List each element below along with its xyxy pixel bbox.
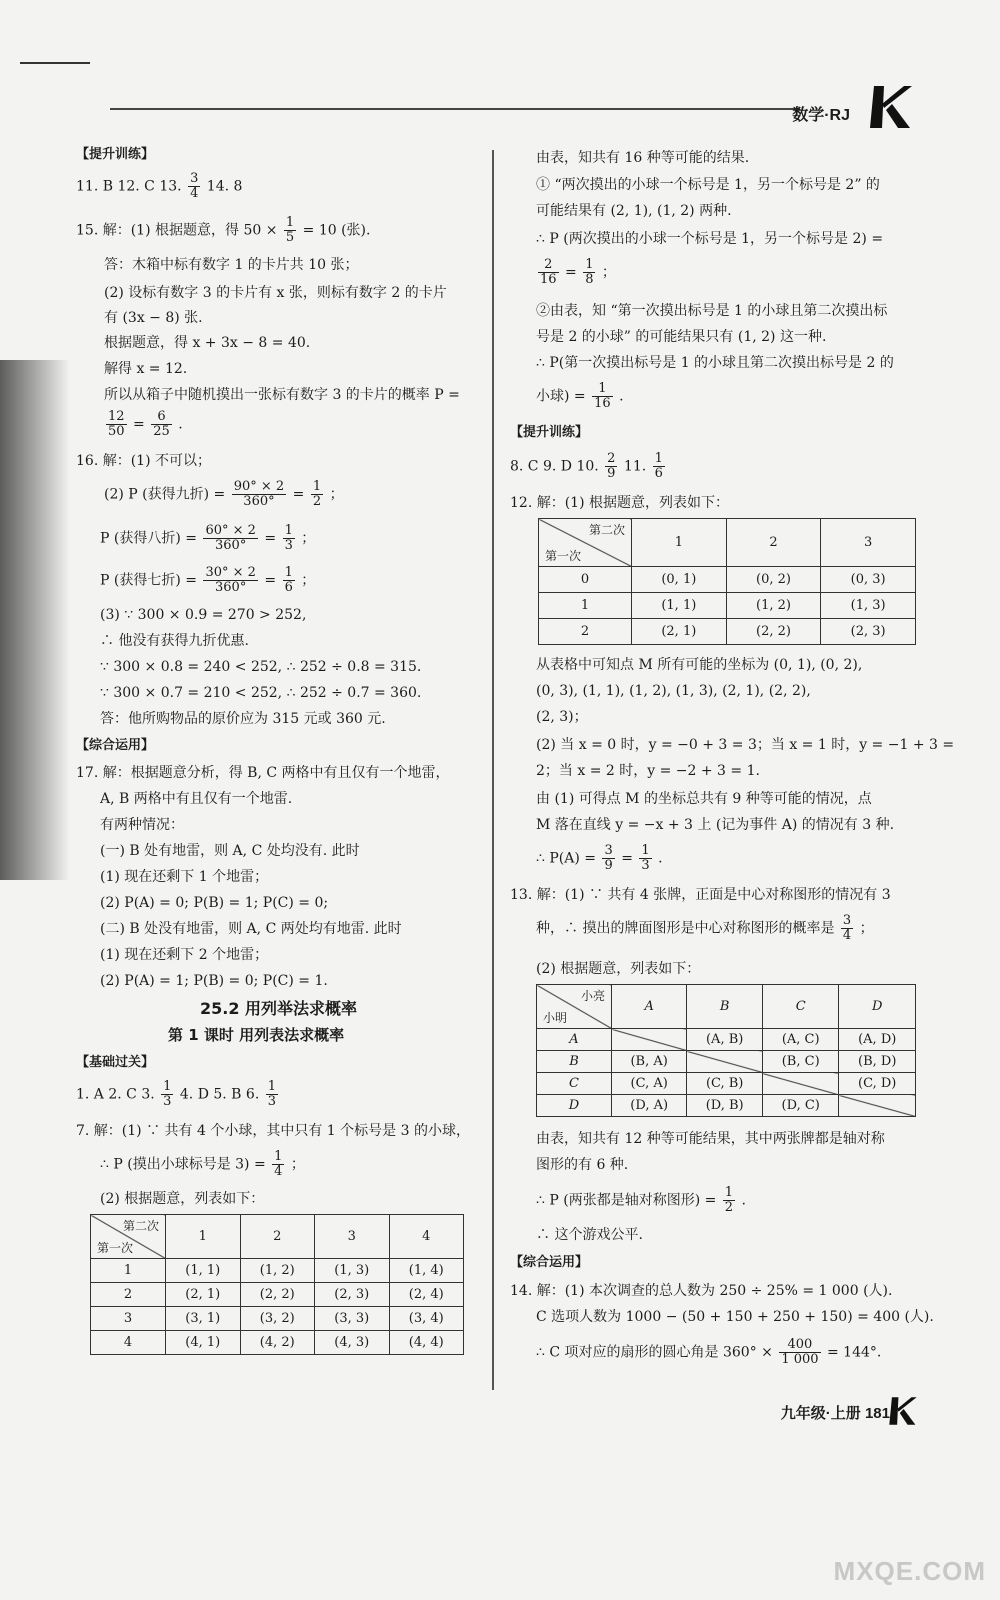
solution-line: 小球) = $\frac{1}{16}$ . (536, 381, 624, 411)
solution-line: (2) 设标有数字 3 的卡片有 x 张，则标有数字 2 的卡片 (104, 285, 447, 301)
solution-line: 13. 解：(1) ∵ 共有 4 张牌，正面是中心对称图形的情况有 3 (510, 887, 891, 903)
table-corner: 第二次 第一次 (91, 1215, 166, 1259)
fraction: $\frac{1}{5}$ (285, 215, 295, 245)
solution-line: (0, 3), (1, 1), (1, 2), (1, 3), (2, 1), (2, 2), (536, 683, 811, 699)
fraction: $\frac{1}{16}$ (594, 381, 611, 411)
section-heading: 【综合运用】 (76, 738, 155, 753)
fraction: $\frac{2}{9}$ (607, 451, 616, 481)
solution-line: 种，∴ 摸出的牌面图形是中心对称图形的概率是 $\frac{3}{4}$ ； (536, 913, 874, 943)
answer-line: 11. B 12. C 13. $\frac{3}{4}$ 14. 8 (76, 171, 243, 201)
fraction: $\frac{30^\circ \times 2}{360^\circ}$ (205, 565, 256, 595)
solution-line: ∴ 这个游戏公平. (536, 1227, 643, 1243)
solution-line: ∴ C 项对应的扇形的圆心角是 360° × $\frac{400}{1 000}$ = 144°. (536, 1337, 882, 1367)
table-row-header: B (537, 1051, 612, 1073)
fraction: $\frac{1}{3}$ (267, 1079, 277, 1109)
solution-line: 可能结果有 (2, 1), (1, 2) 两种. (536, 203, 732, 219)
table-cell: (D, C) (762, 1095, 838, 1117)
table-col-header: D (839, 985, 916, 1029)
table-cell: (A, C) (762, 1029, 838, 1051)
table-cell: (D, A) (612, 1095, 687, 1117)
table-col-header: 2 (726, 519, 821, 567)
table-row-header: D (537, 1095, 612, 1117)
solution-line: ∴ P (两张都是轴对称图形) = $\frac{1}{2}$ . (536, 1185, 746, 1215)
table-cell: (2, 2) (240, 1283, 315, 1307)
table-col-header: 3 (821, 519, 916, 567)
table-row-header: 1 (539, 593, 632, 619)
table-cell: (1, 2) (726, 593, 821, 619)
table-col-header: 1 (166, 1215, 241, 1259)
table-row (91, 1259, 464, 1283)
solution-line: (一) B 处有地雷，则 A, C 处均没有. 此时 (100, 843, 360, 859)
table-cell: (1, 3) (315, 1259, 390, 1283)
table-corner: 小亮 小明 (537, 985, 612, 1029)
table-cell (687, 1051, 763, 1073)
solution-line: (2) P(A) = 1; P(B) = 0; P(C) = 1. (100, 973, 328, 989)
table-cell: (1, 4) (389, 1259, 464, 1283)
section-heading: 【提升训练】 (510, 425, 589, 440)
answer-line: 8. C 9. D 10. $\frac{2}{9}$ 11. $\frac{1}{6}$ (510, 451, 663, 481)
header-top-rule (20, 62, 90, 64)
table-cell: (2, 4) (389, 1283, 464, 1307)
solution-line: A, B 两格中有且仅有一个地雷. (100, 791, 293, 807)
table-row-header: 2 (91, 1283, 166, 1307)
table-cell: (C, B) (687, 1073, 763, 1095)
table-cell: (B, D) (839, 1051, 916, 1073)
table-cell: (A, D) (839, 1029, 916, 1051)
table-row-header: 3 (91, 1307, 166, 1331)
solution-line: 号是 2 的小球” 的可能结果只有 (1, 2) 这一种. (536, 329, 827, 345)
solution-line: 由表，知共有 16 种等可能的结果. (536, 150, 750, 166)
table-row-header: 4 (91, 1331, 166, 1355)
table-cell: (1, 1) (632, 593, 727, 619)
table-row (537, 1095, 916, 1117)
table-cell: (4, 4) (389, 1331, 464, 1355)
table-cell: (2, 2) (726, 619, 821, 645)
table-cell: (0, 3) (821, 567, 916, 593)
fraction: $\frac{6}{25}$ (153, 409, 170, 439)
table-cell: (2, 1) (166, 1283, 241, 1307)
solution-line: (2) 根据题意，列表如下： (100, 1191, 265, 1207)
table-cell: (3, 4) (389, 1307, 464, 1331)
table-row (539, 619, 916, 645)
table-row-header: 0 (539, 567, 632, 593)
solution-line: ∵ 300 × 0.8 = 240 < 252, ∴ 252 ÷ 0.8 = 315. (100, 659, 422, 675)
table-row (537, 1051, 916, 1073)
header-rule (110, 108, 800, 110)
table-cell: (C, D) (839, 1073, 916, 1095)
solution-line: 有两种情况： (100, 817, 184, 833)
fraction: $\frac{1}{4}$ (274, 1149, 283, 1179)
scan-edge-shadow (0, 360, 70, 880)
table-cell: (2, 1) (632, 619, 727, 645)
section-heading: 【提升训练】 (76, 147, 155, 162)
solution-line: 12. 解：(1) 根据题意，列表如下： (510, 495, 729, 511)
table-cell: (1, 3) (821, 593, 916, 619)
fraction: $\frac{3}{4}$ (190, 171, 199, 201)
solution-line: ∴ 他没有获得九折优惠. (100, 633, 249, 649)
fraction: $\frac{3}{9}$ (604, 843, 613, 873)
solution-line: 7. 解：(1) ∵ 共有 4 个小球，其中只有 1 个标号是 3 的小球， (76, 1123, 470, 1139)
solution-line: ∵ 300 × 0.7 = 210 < 252, ∴ 252 ÷ 0.7 = 360. (100, 685, 422, 701)
table-cell: (3, 3) (315, 1307, 390, 1331)
solution-line: P (获得七折) = $\frac{30^\circ \times 2}{360^\circ}$ = $\frac{1}{6}$ ； (100, 565, 316, 595)
table-row (91, 1283, 464, 1307)
table-cell: (1, 1) (166, 1259, 241, 1283)
solution-line: (二) B 处没有地雷，则 A, C 两处均有地雷. 此时 (100, 921, 402, 937)
table-row (91, 1307, 464, 1331)
footer-page-label: 九年级·上册 181 (780, 1405, 890, 1422)
table-cell: (4, 3) (315, 1331, 390, 1355)
solution-line: ②由表，知 “第一次摸出标号是 1 的小球且第二次摸出标 (536, 303, 888, 319)
section-title: 25.2 用列举法求概率 (200, 999, 358, 1018)
section-heading: 【基础过关】 (76, 1055, 155, 1070)
table-cell: (1, 2) (240, 1259, 315, 1283)
solution-line: 16. 解：(1) 不可以； (76, 453, 211, 469)
fraction: $\frac{1}{2}$ (724, 1185, 734, 1215)
table-col-header: C (762, 985, 838, 1029)
solution-line: 图形的有 6 种. (536, 1157, 629, 1173)
table-row (539, 567, 916, 593)
solution-line: 根据题意，得 x + 3x − 8 = 40. (104, 335, 311, 351)
answer-line: 1. A 2. C 3. $\frac{1}{3}$ 4. D 5. B 6. $\frac{1}{3}$ (76, 1079, 277, 1109)
table-row-header: 2 (539, 619, 632, 645)
solution-line: (1) 现在还剩下 1 个地雷； (100, 869, 269, 885)
fraction: $\frac{2}{16}$ (540, 257, 557, 287)
table-cell: (3, 1) (166, 1307, 241, 1331)
solution-line: 由 (1) 可得点 M 的坐标总共有 9 种等可能的情况，点 (536, 791, 872, 807)
table-cell: (D, B) (687, 1095, 763, 1117)
brand-logo-icon (868, 84, 914, 130)
table-col-header: A (612, 985, 687, 1029)
fraction: $\frac{1}{3}$ (641, 843, 650, 873)
table-row (91, 1331, 464, 1355)
solution-line: C 选项人数为 1000 − (50 + 150 + 250 + 150) = 400 (人). (536, 1309, 934, 1325)
table-row (537, 1029, 916, 1051)
fraction: $\frac{1}{3}$ (284, 523, 293, 553)
solution-line: ∴ P(A) = $\frac{3}{9}$ = $\frac{1}{3}$ . (536, 843, 663, 873)
fraction: $\frac{1}{3}$ (163, 1079, 172, 1109)
table-cell: (3, 2) (240, 1307, 315, 1331)
fraction: $\frac{90^\circ \times 2}{360^\circ}$ (233, 479, 285, 509)
solution-line: P (获得八折) = $\frac{60^\circ \times 2}{360^\circ}$ = $\frac{1}{3}$ ； (100, 523, 316, 553)
outcome-table (90, 1214, 464, 1355)
table-col-header: 4 (389, 1215, 464, 1259)
solution-line: ∴ P(第一次摸出标号是 1 的小球且第二次摸出标号是 2 的 (536, 355, 894, 371)
solution-line: 解得 x = 12. (104, 361, 188, 377)
solution-line: (2) P (获得九折) = $\frac{90^\circ \times 2}{360^\circ}$ = $\frac{1}{2}$ ； (104, 479, 344, 509)
coordinate-table (538, 518, 916, 645)
table-cell (612, 1029, 687, 1051)
solution-line: 由表，知共有 12 种等可能结果，其中两张牌都是轴对称 (536, 1131, 885, 1147)
table-cell: (0, 2) (726, 567, 821, 593)
solution-line: (1) 现在还剩下 2 个地雷； (100, 947, 269, 963)
card-pair-table (536, 984, 916, 1117)
solution-line: $\frac{12}{50}$ = $\frac{6}{25}$ . (108, 409, 183, 439)
solution-line: 有 (3x − 8) 张. (104, 310, 203, 326)
fraction: $\frac{400}{1 000}$ (781, 1337, 819, 1367)
solution-line: 15. 解：(1) 根据题意，得 50 × $\frac{1}{5}$ = 10 (张). (76, 215, 371, 245)
solution-line: 答：木箱中标有数字 1 的卡片共 10 张； (104, 257, 359, 273)
table-col-header: 2 (240, 1215, 315, 1259)
brand-logo-icon (888, 1396, 918, 1426)
solution-line: $\frac{2}{16}$ = $\frac{1}{8}$ ； (540, 257, 616, 287)
solution-line: ① “两次摸出的小球一个标号是 1，另一个标号是 2” 的 (536, 177, 880, 193)
lesson-title: 第 1 课时 用列表法求概率 (168, 1026, 345, 1044)
fraction: $\frac{1}{8}$ (585, 257, 594, 287)
solution-line: 2；当 x = 2 时，y = −2 + 3 = 1. (536, 763, 760, 779)
solution-line: ∴ P (两次摸出的小球一个标号是 1，另一个标号是 2) = (536, 231, 884, 247)
table-col-header: 1 (632, 519, 727, 567)
fraction: $\frac{60^\circ \times 2}{360^\circ}$ (205, 523, 256, 553)
fraction: $\frac{1}{6}$ (284, 565, 293, 595)
table-cell: (B, C) (762, 1051, 838, 1073)
table-cell (762, 1073, 838, 1095)
table-row (537, 1073, 916, 1095)
table-cell: (2, 3) (821, 619, 916, 645)
table-cell: (4, 2) (240, 1331, 315, 1355)
table-cell: (4, 1) (166, 1331, 241, 1355)
table-cell: (C, A) (612, 1073, 687, 1095)
fraction: $\frac{1}{6}$ (654, 451, 663, 481)
table-corner: 第二次 第一次 (539, 519, 632, 567)
table-cell: (2, 3) (315, 1283, 390, 1307)
solution-line: 所以从箱子中随机摸出一张标有数字 3 的卡片的概率 P = (104, 387, 460, 403)
solution-line: 答：他所购物品的原价应为 315 元或 360 元. (100, 711, 386, 727)
solution-line: (2) 根据题意，列表如下： (536, 961, 701, 977)
solution-line: (2, 3)； (536, 709, 588, 725)
solution-line: 从表格中可知点 M 所有可能的坐标为 (0, 1), (0, 2), (536, 657, 863, 673)
solution-line: M 落在直线 y = −x + 3 上 (记为事件 A) 的情况有 3 种. (536, 817, 895, 833)
solution-line: (2) 当 x = 0 时，y = −0 + 3 = 3；当 x = 1 时，y = −1 + 3 = (536, 737, 955, 753)
table-col-header: 3 (315, 1215, 390, 1259)
table-cell: (A, B) (687, 1029, 763, 1051)
column-divider (492, 150, 494, 1390)
solution-line: (2) P(A) = 0; P(B) = 1; P(C) = 0; (100, 895, 329, 911)
table-cell: (0, 1) (632, 567, 727, 593)
fraction: $\frac{3}{4}$ (842, 913, 852, 943)
solution-line: ∴ P (摸出小球标号是 3) = $\frac{1}{4}$ ； (100, 1149, 305, 1179)
solution-line: 17. 解：根据题意分析，得 B, C 两格中有且仅有一个地雷， (76, 765, 450, 781)
solution-line: (3) ∵ 300 × 0.9 = 270 > 252, (100, 607, 307, 623)
table-row-header: A (537, 1029, 612, 1051)
solution-line: 14. 解：(1) 本次调查的总人数为 250 ÷ 25% = 1 000 (人). (510, 1283, 893, 1299)
section-heading: 【综合运用】 (510, 1255, 589, 1270)
fraction: $\frac{1}{2}$ (312, 479, 322, 509)
table-row-header: 1 (91, 1259, 166, 1283)
table-row (539, 593, 916, 619)
header-title: 数学·RJ (792, 107, 850, 124)
watermark: MXQE.COM (833, 1556, 986, 1586)
table-col-header: B (687, 985, 763, 1029)
table-cell: (B, A) (612, 1051, 687, 1073)
table-cell (839, 1095, 916, 1117)
table-row-header: C (537, 1073, 612, 1095)
fraction: $\frac{12}{50}$ (108, 409, 125, 439)
